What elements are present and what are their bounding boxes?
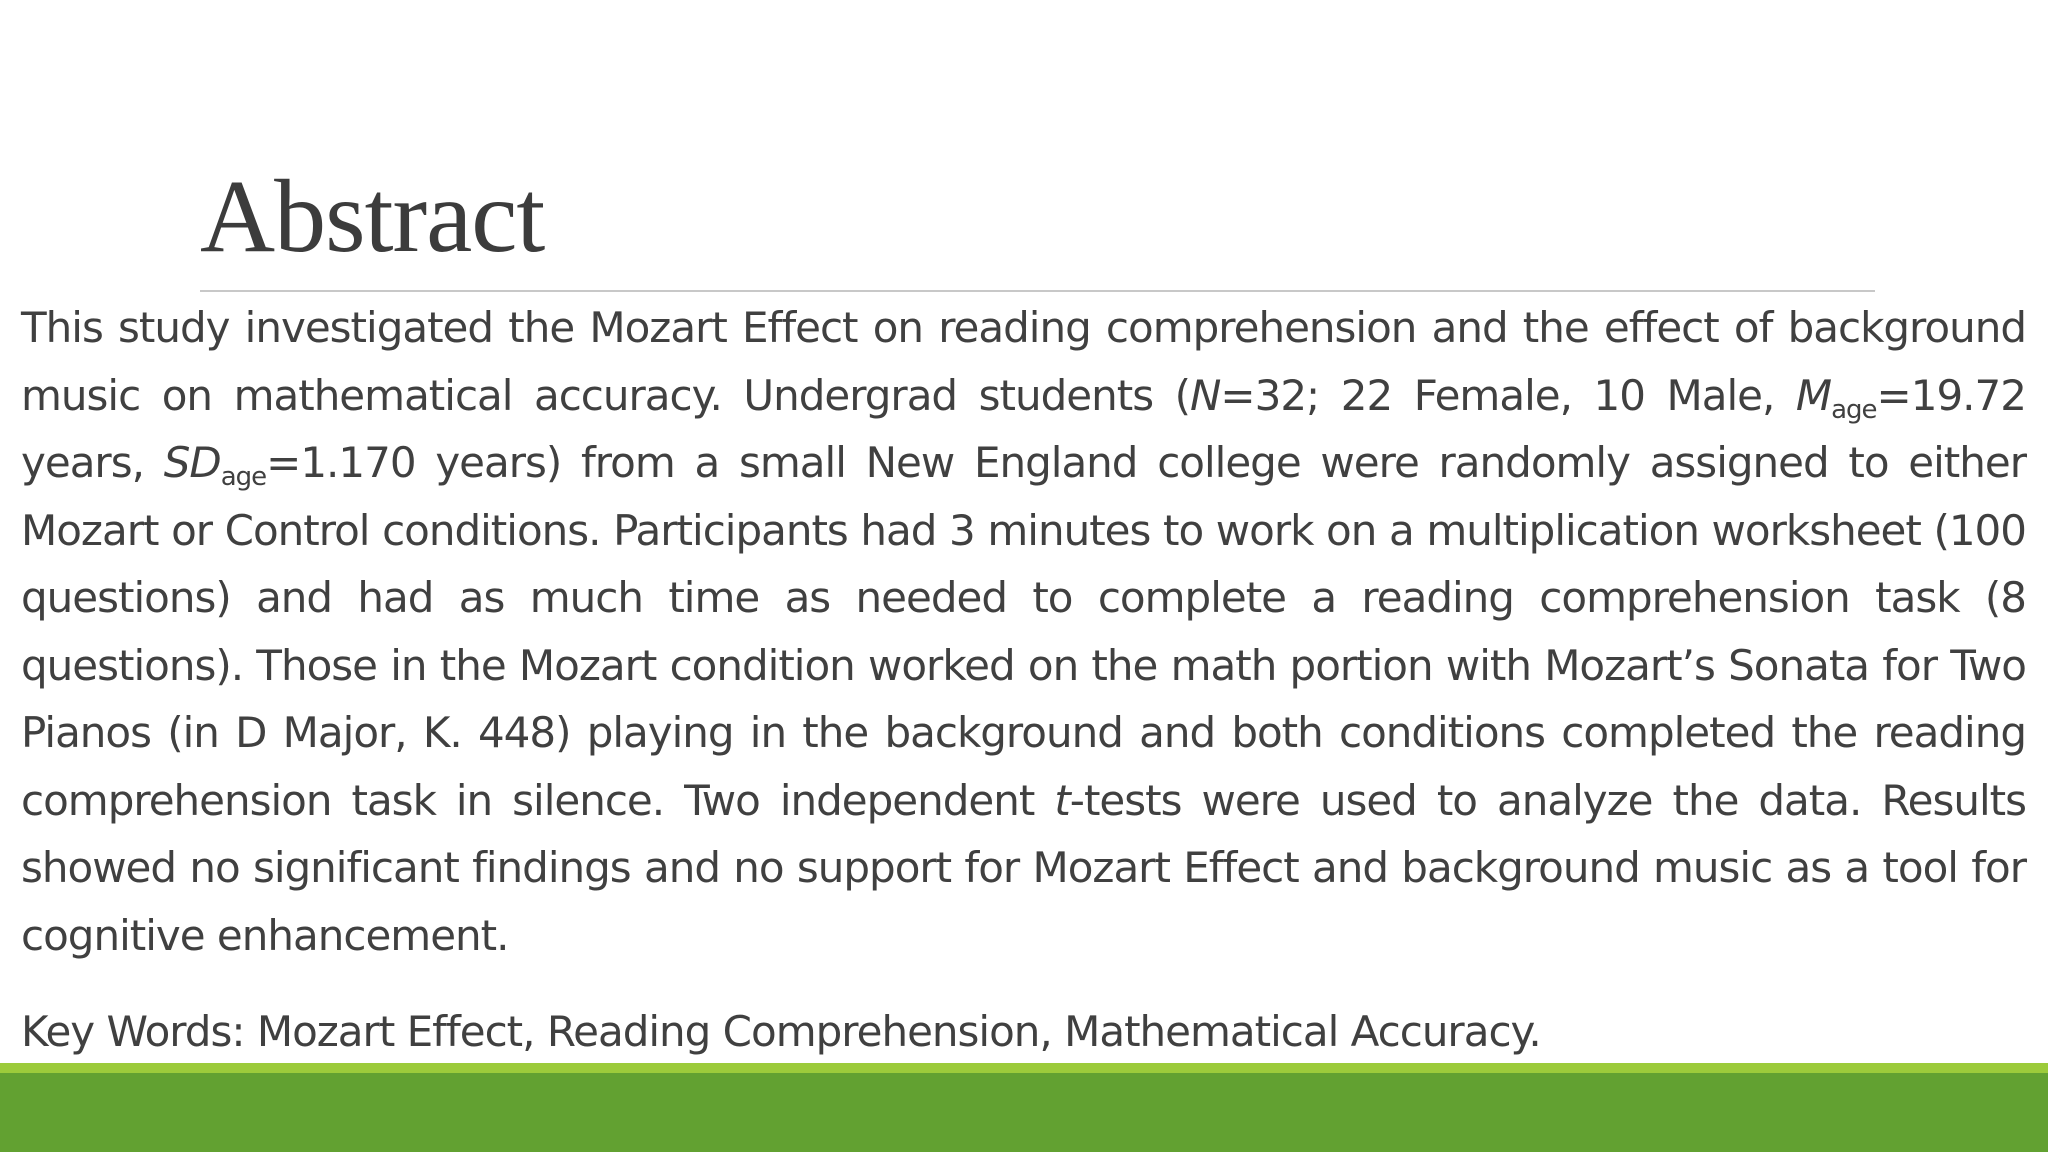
footer-accent-stripe (0, 1063, 2048, 1073)
t-symbol: t (1054, 775, 1070, 825)
abstract-paragraph (21, 294, 2026, 969)
abstract-text-1: This study investigated the Mozart Effect on reading comprehension and the effect of background music on mathematical accuracy. Undergrad students ( (21, 303, 2026, 420)
abstract-text-4: =1.170 years) from a small New England college were randomly assigned to either Mozart or Control conditions. Participants had 3 minutes to work on a multiplication worksheet (100 questions) and had as much time as needed to complete a reading comprehension task (8 questions). Those in the Mozart condition worked on the math portion with Mozart’s Sonata for Two Pianos (in D Major, K. 448) playing in the background and both conditions completed the reading comprehension task in silence. Two independent (21, 438, 2026, 825)
mean-subscript: age (1831, 394, 1877, 425)
sd-symbol: SD (163, 438, 221, 487)
title-divider (200, 290, 1875, 292)
abstract-text-5: -tests were used to analyze the data. Results showed no significant findings and no support for Mozart Effect and background music as a tool for cognitive enhancement. (21, 775, 2026, 960)
abstract-text-3: =19.72 years, (21, 370, 2026, 487)
sd-subscript: age (220, 462, 267, 492)
mean-symbol: M (1795, 370, 1832, 420)
footer-bar (0, 1073, 2048, 1152)
abstract-text-2: =32; 22 Female, 10 Male, (1220, 370, 1796, 420)
slide-title: Abstract (200, 159, 545, 274)
n-symbol: N (1190, 370, 1221, 420)
keywords-line: Key Words: Mozart Effect, Reading Comprehension, Mathematical Accuracy. (21, 1007, 1541, 1056)
